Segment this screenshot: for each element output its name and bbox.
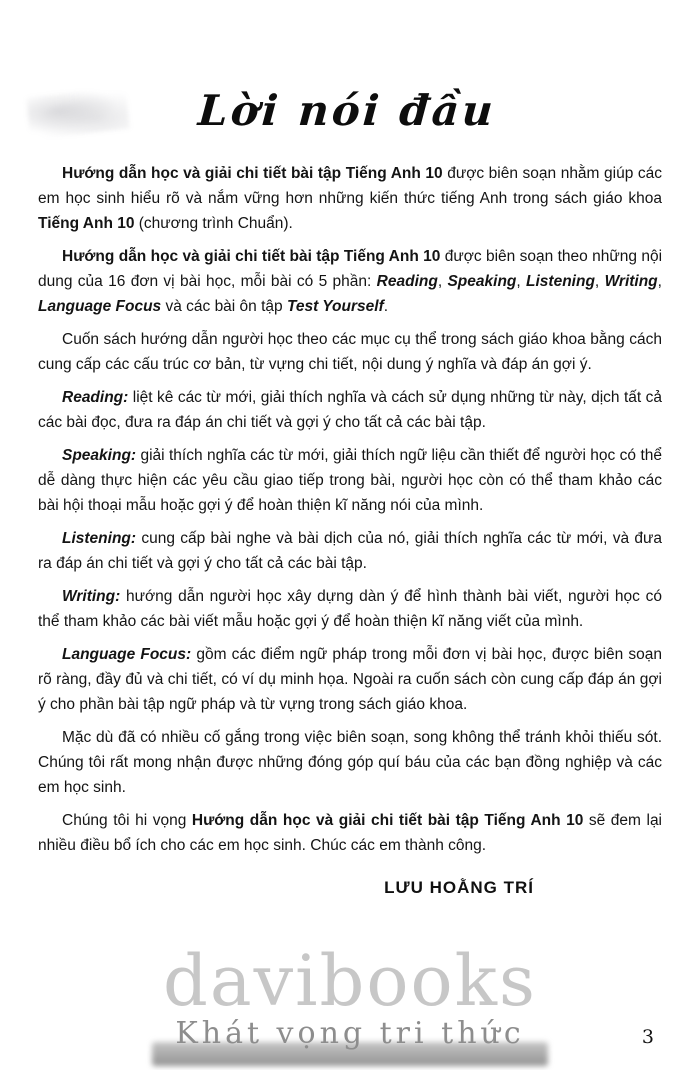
text-run: cung cấp bài nghe và bài dịch của nó, giải thích nghĩa các từ mới, và đưa ra đáp án chi tiết và gợi ý cho tất cả các bài tập. xyxy=(38,530,662,572)
text-run: và các bài ôn tập xyxy=(161,298,287,315)
text-run: Writing: xyxy=(62,588,121,605)
paragraph xyxy=(38,385,662,435)
text-run: Mặc dù đã có nhiều cố gắng trong việc biên soạn, song không thể tránh khỏi thiếu sót. Chúng tôi rất mong nhận được những đóng góp quí báu của các bạn đồng nghiệp và các em học sinh. xyxy=(38,729,662,796)
text-run: sẽ đem lại nhiều điều bổ ích cho các em học sinh. Chúc các em thành công. xyxy=(38,812,663,854)
watermark-slogan: Khát vọng tri thức xyxy=(175,1016,525,1051)
text-run: Language Focus xyxy=(38,298,162,315)
watermark xyxy=(0,940,700,1051)
text-run: được biên soạn theo những nội dung của 16 đơn vị bài học, mỗi bài có 5 phần: xyxy=(38,248,663,290)
text-run: Hướng dẫn học và giải chi tiết bài tập Tiếng Anh 10 xyxy=(191,812,584,829)
text-run: được biên soạn nhằm giúp các em học sinh hiểu rõ và nắm vững hơn những kiến thức tiếng Anh trong sách giáo khoa xyxy=(38,165,662,207)
text-run: liệt kê các từ mới, giải thích nghĩa và cách sử dụng những từ này, dịch tất cả các bài đọc, đưa ra đáp án chi tiết và gợi ý cho tất cả các bài tập. xyxy=(38,389,662,431)
paragraph xyxy=(38,725,662,800)
text-run: Speaking: xyxy=(62,447,137,464)
page-number: 3 xyxy=(641,1026,654,1048)
page-title: Lời nói đầu xyxy=(196,86,498,135)
paragraph xyxy=(38,244,662,319)
text-run: . xyxy=(383,298,389,315)
scan-shadow-artifact xyxy=(152,1042,548,1066)
text-run: gồm các điểm ngữ pháp trong mỗi đơn vị bài học, được biên soạn rõ ràng, đầy đủ và chi tiết, có ví dụ minh họa. Ngoài ra cuốn sách còn cung cấp đáp án gợi ý cho phần bài tập ngữ pháp và từ vựng trong sách giáo khoa. xyxy=(38,646,662,713)
text-run: Reading: xyxy=(62,389,129,406)
watermark-logo: davibooks xyxy=(163,940,537,1022)
text-run: Cuốn sách hướng dẫn người học theo các mục cụ thể trong sách giáo khoa bằng cách cung cấp các cấu trúc cơ bản, từ vựng chi tiết, nội dung ý nghĩa và đáp án gợi ý. xyxy=(38,331,662,373)
text-run: Hướng dẫn học và giải chi tiết bài tập Tiếng Anh 10 xyxy=(62,165,443,182)
text-run: , xyxy=(657,273,662,290)
paragraph xyxy=(38,327,662,377)
paragraph xyxy=(38,584,662,634)
author-name: LƯU HOẰNG TRÍ xyxy=(384,878,534,897)
preface-body xyxy=(38,161,662,858)
text-run: , xyxy=(594,273,605,290)
text-run: Language Focus: xyxy=(62,646,192,663)
paragraph xyxy=(38,161,662,236)
text-run: giải thích nghĩa các từ mới, giải thích ngữ liệu cần thiết để người học có thể dễ dàng thực hiện các yêu cầu giao tiếp trong bài, người học còn có thể tham khảo các bài hội thoại mẫu hoặc gợi ý để hoàn thiện kĩ năng nói của mình. xyxy=(38,447,662,514)
text-run: (chương trình Chuẩn). xyxy=(134,215,293,232)
text-run: Tiếng Anh 10 xyxy=(38,215,135,232)
text-run: Writing xyxy=(604,273,658,290)
paragraph xyxy=(38,642,662,717)
text-run: , xyxy=(516,273,527,290)
paragraph xyxy=(38,526,662,576)
paragraph xyxy=(38,808,662,858)
text-run: Hướng dẫn học và giải chi tiết bài tập Tiếng Anh 10 xyxy=(62,248,441,265)
paragraph xyxy=(38,443,662,518)
text-run: Listening xyxy=(526,273,595,290)
text-run: hướng dẫn người học xây dựng dàn ý để hình thành bài viết, người học có thể tham khảo các bài viết mẫu hoặc gợi ý để hoàn thiện kĩ năng viết của mình. xyxy=(38,588,662,630)
text-run: Chúng tôi hi vọng xyxy=(62,812,192,829)
text-run: , xyxy=(437,273,448,290)
text-run: Reading xyxy=(376,273,438,290)
text-run: Speaking xyxy=(447,273,517,290)
text-run: Test Yourself xyxy=(286,298,384,315)
text-run: Listening: xyxy=(62,530,137,547)
